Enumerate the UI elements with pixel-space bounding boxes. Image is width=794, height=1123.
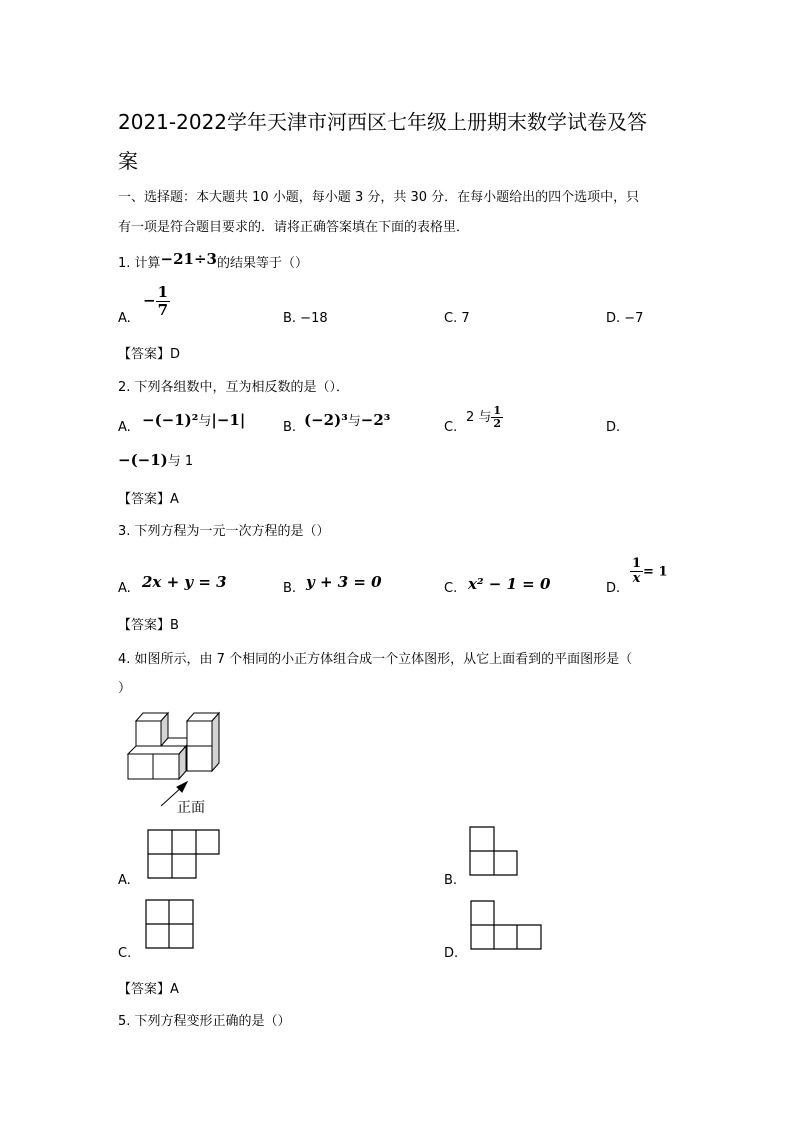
front-label: 正面 <box>177 800 205 816</box>
q3-option-a: 2x + y = 3 <box>142 573 227 591</box>
q4-option-b-label: B. <box>444 873 458 888</box>
denominator: 7 <box>157 300 169 319</box>
q4-option-d-label: D. <box>444 946 459 961</box>
math: |−1| <box>211 411 246 429</box>
math: (−2)³ <box>304 411 348 429</box>
math: −2³ <box>360 411 391 429</box>
q3-option-d <box>630 557 668 587</box>
section-heading-2: 有一项是符合题目要求的．请将正确答案填在下面的表格里． <box>118 220 470 235</box>
doc-title-line2: 案 <box>118 149 138 173</box>
answer-value: B <box>170 618 179 633</box>
q1-option-b: B. −18 <box>283 311 328 326</box>
math: −(−1) <box>118 451 168 469</box>
q2-option-a-label: A. <box>118 420 131 435</box>
q3-option-b-label: B. <box>283 581 297 596</box>
denominator: x <box>632 571 641 587</box>
q3-option-a-label: A. <box>118 581 131 596</box>
answer-label: 【答案】 <box>118 982 171 997</box>
q4-answer <box>118 978 179 997</box>
q4-option-c-figure <box>145 899 195 951</box>
q1-option-a-label: A. <box>118 311 131 326</box>
q2-option-b <box>304 410 390 429</box>
answer-value: A <box>170 492 179 507</box>
q2-option-d-label: D. <box>606 420 621 435</box>
q3-option-c: x² − 1 = 0 <box>468 575 551 593</box>
numerator: 1 <box>493 404 502 417</box>
q4-option-d-figure <box>470 900 544 952</box>
q4-option-b-figure <box>469 826 521 878</box>
q4-stem-line1: 4. 如图所示，由 7 个相同的小正方体组合成一个立体图形，从它上面看到的平面图形是（ <box>118 652 633 667</box>
rest: = 1 <box>643 564 668 580</box>
q3-stem: 3. 下列方程为一元一次方程的是（） <box>118 524 330 539</box>
q4-option-a-label: A. <box>118 873 131 888</box>
text: 2 与 <box>466 410 492 426</box>
q3-answer <box>118 614 179 633</box>
q2-option-b-label: B. <box>283 420 297 435</box>
numerator: 1 <box>632 556 642 571</box>
with: 与 <box>347 414 361 429</box>
q1-option-a <box>143 284 170 318</box>
denominator: 2 <box>493 417 502 431</box>
q2-option-c-label: C. <box>444 420 458 435</box>
with: 与 <box>198 414 212 429</box>
q2-option-d <box>118 450 193 469</box>
answer-label: 【答案】 <box>118 347 171 362</box>
with: 与 1 <box>167 454 194 469</box>
q1-answer <box>118 343 180 362</box>
q5-stem: 5. 下列方程变形正确的是（） <box>118 1014 291 1029</box>
q1-stem <box>118 252 308 271</box>
q4-stem-line2: ） <box>118 681 132 696</box>
q1-pre: 1. 计算 <box>118 256 161 271</box>
q2-stem: 2. 下列各组数中，互为相反数的是（）． <box>118 380 350 395</box>
q1-option-c: C. 7 <box>444 311 470 326</box>
answer-value: A <box>170 982 179 997</box>
q4-option-c-label: C. <box>118 946 132 961</box>
q4-option-a-figure <box>147 829 222 881</box>
section-heading-1: 一、选择题：本大题共 10 小题，每小题 3 分，共 30 分．在每小题给出的四个选项中，只 <box>118 190 640 205</box>
q1-post: 的结果等于（） <box>217 256 309 271</box>
answer-value: D <box>170 347 181 362</box>
minus: − <box>143 291 156 310</box>
numerator: 1 <box>157 283 169 301</box>
math: −(−1)² <box>142 411 199 429</box>
answer-label: 【答案】 <box>118 492 171 507</box>
q3-option-c-label: C. <box>444 581 458 596</box>
q3-option-d-label: D. <box>606 581 621 596</box>
cube-figure <box>110 690 230 820</box>
answer-label: 【答案】 <box>118 618 171 633</box>
q3-option-b: y + 3 = 0 <box>306 573 382 591</box>
q2-option-c <box>466 405 503 430</box>
q2-answer <box>118 488 179 507</box>
doc-title-line1: 2021-2022学年天津市河西区七年级上册期末数学试卷及答 <box>118 110 648 134</box>
q1-math: −21÷3 <box>160 250 217 268</box>
q2-option-a <box>142 410 245 429</box>
q1-option-d: D. −7 <box>606 311 644 326</box>
